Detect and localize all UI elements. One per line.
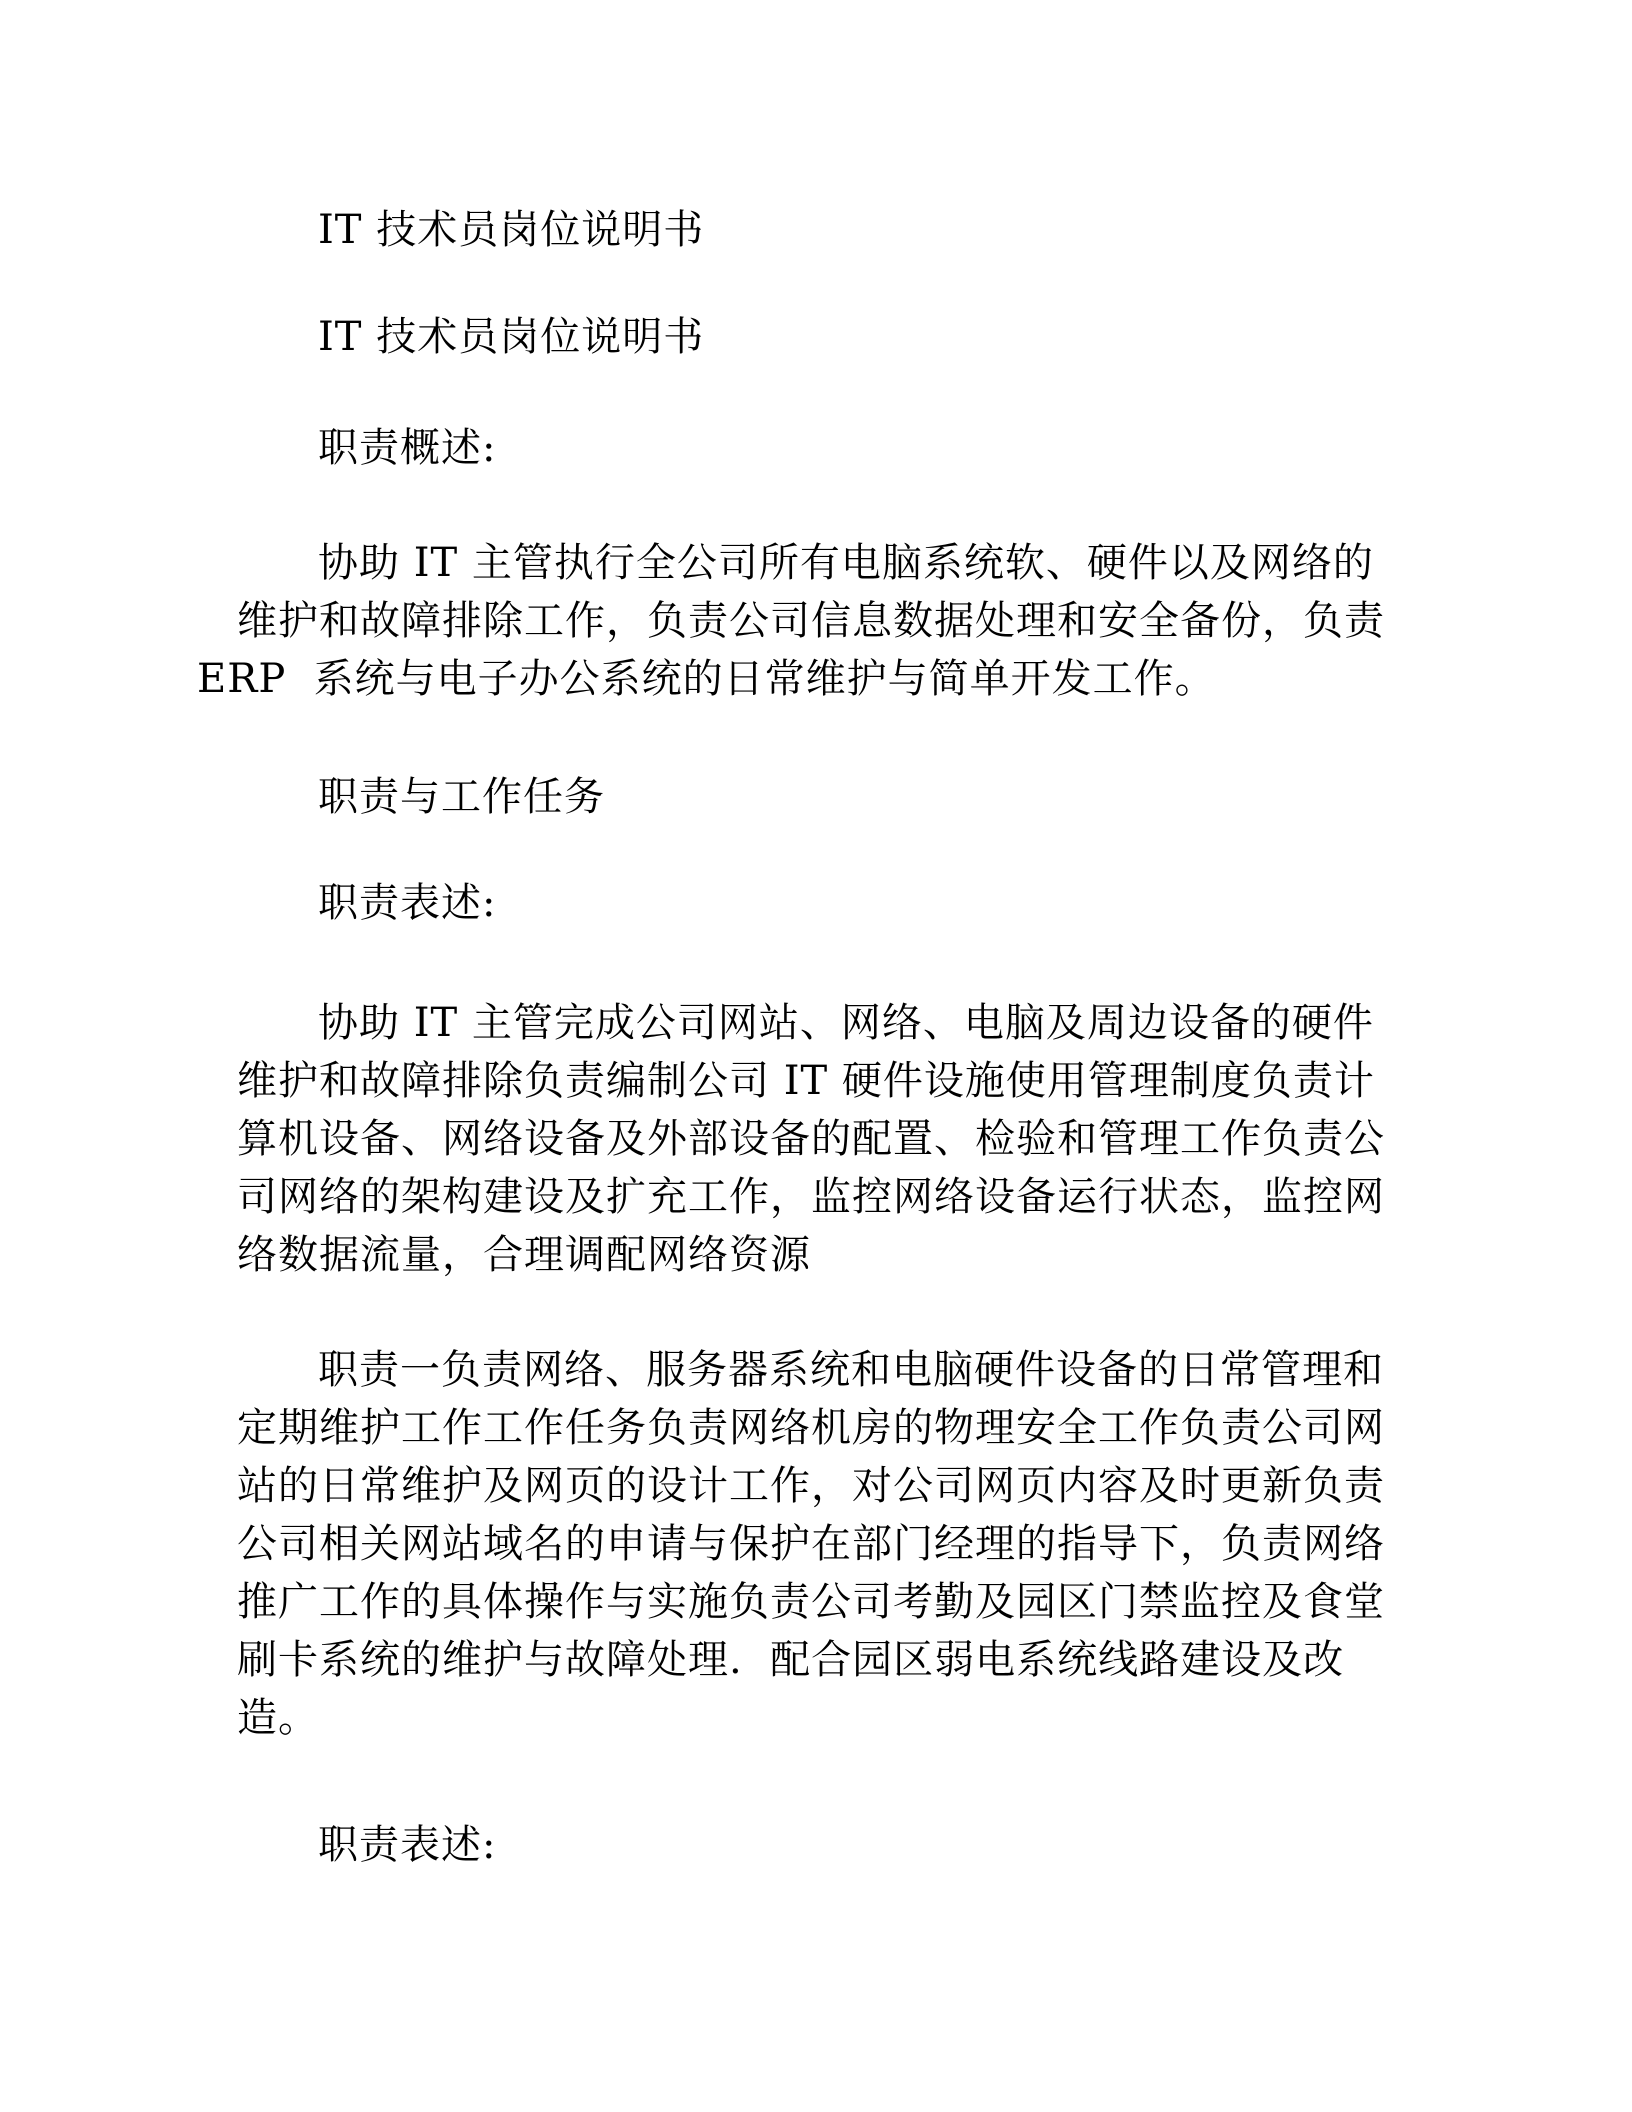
text-line: 维护和故障排除工作，负责公司信息数据处理和安全备份，负责: [237, 598, 1385, 644]
paragraph-duty-one: [237, 1341, 1385, 1747]
text-line: 造。: [237, 1695, 319, 1741]
heading-line: 职责概述:: [318, 425, 497, 471]
text-line: 协助 IT 主管执行全公司所有电脑系统软、硬件以及网络的: [318, 540, 1374, 586]
text-line: 站的日常维护及网页的设计工作，对公司网页内容及时更新负责: [237, 1463, 1385, 1509]
heading-duty-statement-1: [237, 874, 1362, 932]
text-line: 定期维护工作工作任务负责网络机房的物理安全工作负责公司网: [237, 1405, 1385, 1451]
text-line: ERP 系统与电子办公系统的日常维护与简单开发工作。: [197, 656, 1216, 702]
document-title-repeat: [237, 308, 1362, 366]
title-line: IT 技术员岗位说明书: [318, 207, 705, 253]
text-line: 络数据流量，合理调配网络资源: [237, 1232, 811, 1278]
text-line: 协助 IT 主管完成公司网站、网络、电脑及周边设备的硬件: [318, 1000, 1374, 1046]
heading-duties-and-tasks: [237, 768, 1362, 826]
paragraph-duty-statement: [237, 994, 1385, 1284]
paragraph-duty-overview: [197, 534, 1385, 708]
heading-duty-overview: [237, 419, 1362, 477]
text-line: 刷卡系统的维护与故障处理. 配合园区弱电系统线路建设及改: [237, 1637, 1345, 1683]
heading-line: 职责表述:: [318, 880, 497, 926]
heading-line: 职责与工作任务: [318, 774, 605, 820]
text-line: 司网络的架构建设及扩充工作，监控网络设备运行状态，监控网: [237, 1174, 1385, 1220]
title-line: IT 技术员岗位说明书: [318, 314, 705, 360]
heading-line: 职责表述:: [318, 1822, 497, 1868]
heading-duty-statement-2: [237, 1816, 1362, 1874]
text-line: 维护和故障排除负责编制公司 IT 硬件设施使用管理制度负责计: [237, 1058, 1375, 1104]
document-title: [237, 201, 1362, 259]
text-line: 推广工作的具体操作与实施负责公司考勤及园区门禁监控及食堂: [237, 1579, 1385, 1625]
text-line: 职责一负责网络、服务器系统和电脑硬件设备的日常管理和: [318, 1347, 1384, 1393]
text-line: 公司相关网站域名的申请与保护在部门经理的指导下，负责网络: [237, 1521, 1385, 1567]
text-line: 算机设备、网络设备及外部设备的配置、检验和管理工作负责公: [237, 1116, 1385, 1162]
